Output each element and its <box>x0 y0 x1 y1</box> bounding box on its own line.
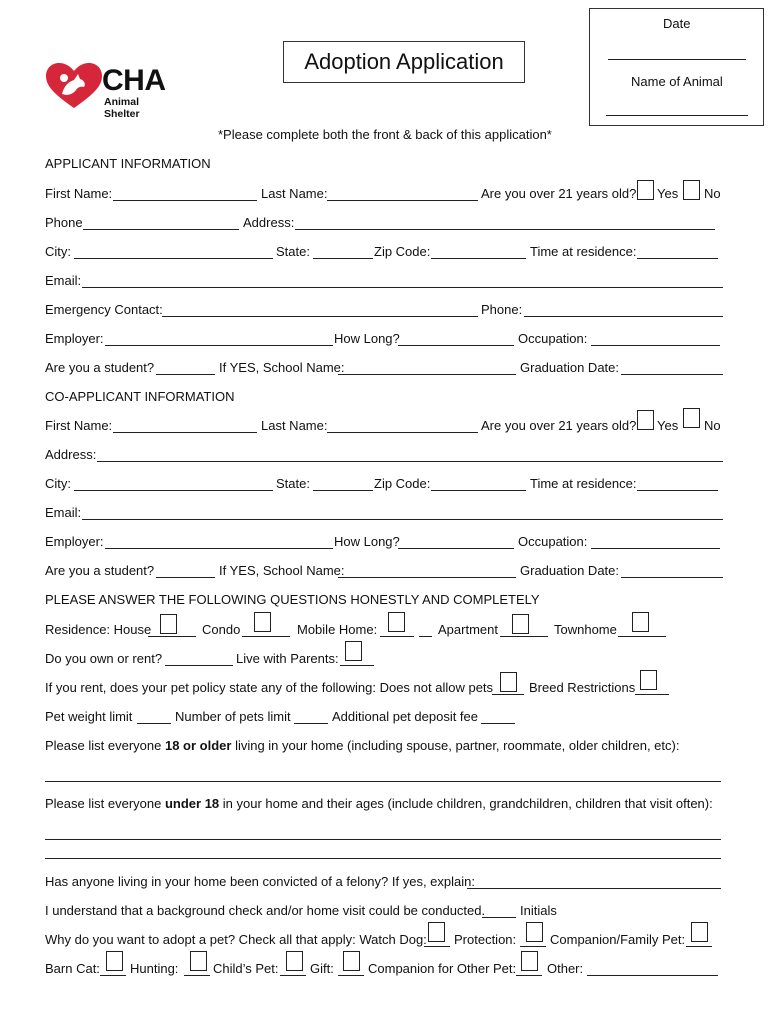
watch-dog-underline <box>424 946 450 947</box>
applicant-student-label: Are you a student? <box>45 360 155 375</box>
residence-condo-checkbox[interactable] <box>254 612 271 632</box>
deposit-label: Additional pet deposit fee <box>332 709 478 724</box>
gift-label: Gift: <box>310 961 334 976</box>
childs-pet-underline <box>280 975 306 976</box>
coapplicant-school-label: If YES, School Name: <box>219 563 345 578</box>
pet-policy-label: If you rent, does your pet policy state any of the following: Does not allow pets <box>45 680 494 695</box>
residence-mobile-underline <box>380 636 414 637</box>
background-check-label: I understand that a background check and/or home visit could be conducted. <box>45 903 486 918</box>
coapplicant-how-long-field[interactable] <box>398 548 514 549</box>
residence-condo-underline <box>242 636 290 637</box>
animal-name-label: Name of Animal <box>631 74 723 89</box>
applicant-grad-label: Graduation Date: <box>520 360 620 375</box>
instruction-text: *Please complete both the front & back of this application* <box>218 127 552 142</box>
under-18-text-b: under 18 <box>164 796 220 811</box>
applicant-address-label: Address: <box>243 215 295 230</box>
protection-label: Protection: <box>454 932 517 947</box>
initials-field[interactable] <box>482 917 516 918</box>
residence-house-checkbox[interactable] <box>160 614 177 634</box>
applicant-last-name-label: Last Name: <box>261 186 328 201</box>
no-pets-checkbox[interactable] <box>500 672 517 692</box>
applicant-zip-field[interactable] <box>431 258 526 259</box>
date-field[interactable] <box>608 59 746 60</box>
coapplicant-student-field[interactable] <box>156 577 215 578</box>
applicant-employer-field[interactable] <box>105 345 333 346</box>
applicant-time-residence-field[interactable] <box>637 258 718 259</box>
barn-cat-checkbox[interactable] <box>106 951 123 971</box>
coapplicant-student-label: Are you a student? <box>45 563 155 578</box>
applicant-address-field[interactable] <box>295 229 715 230</box>
residence-house-underline <box>148 636 196 637</box>
applicant-state-field[interactable] <box>313 258 373 259</box>
number-limit-label: Number of pets limit <box>175 709 291 724</box>
applicant-occupation-label: Occupation: <box>518 331 588 346</box>
list-18-plus-field[interactable] <box>45 781 721 782</box>
hunting-underline <box>184 975 210 976</box>
coapplicant-time-residence-field[interactable] <box>637 490 718 491</box>
weight-limit-field[interactable] <box>137 723 171 724</box>
coapplicant-zip-field[interactable] <box>431 490 526 491</box>
coapplicant-first-name-field[interactable] <box>113 432 257 433</box>
coapplicant-city-field[interactable] <box>74 490 273 491</box>
applicant-phone-field[interactable] <box>83 229 239 230</box>
applicant-no-label: No <box>704 186 721 201</box>
watch-dog-checkbox[interactable] <box>428 922 445 942</box>
coapplicant-grad-label: Graduation Date: <box>520 563 620 578</box>
coapplicant-first-name-label: First Name: <box>45 418 113 433</box>
applicant-grad-field[interactable] <box>621 374 723 375</box>
companion-other-underline <box>516 975 542 976</box>
coapplicant-address-label: Address: <box>45 447 97 462</box>
list-18-plus-text-a: Please list everyone <box>45 738 162 753</box>
coapplicant-address-field[interactable] <box>97 461 723 462</box>
date-label: Date <box>663 16 691 31</box>
coapplicant-last-name-label: Last Name: <box>261 418 328 433</box>
under-18-text-a: Please list everyone <box>45 796 162 811</box>
under-18-field-2[interactable] <box>45 858 721 859</box>
coapplicant-school-field[interactable] <box>338 577 516 578</box>
coapplicant-email-field[interactable] <box>82 519 723 520</box>
applicant-state-label: State: <box>276 244 310 259</box>
heart-logo-icon <box>44 62 104 112</box>
live-parents-label: Live with Parents: <box>236 651 339 666</box>
coapplicant-no-label: No <box>704 418 721 433</box>
own-rent-field[interactable] <box>165 665 233 666</box>
applicant-over21-yes-checkbox[interactable] <box>637 180 654 200</box>
applicant-first-name-field[interactable] <box>113 200 257 201</box>
applicant-how-long-label: How Long? <box>334 331 400 346</box>
emergency-contact-field[interactable] <box>162 316 478 317</box>
under-18-label <box>45 796 713 811</box>
coapplicant-over21-label: Are you over 21 years old? <box>481 418 637 433</box>
breed-restrictions-label: Breed Restrictions <box>529 680 636 695</box>
date-animal-box <box>589 8 764 126</box>
coapplicant-city-label: City: <box>45 476 71 491</box>
number-limit-field[interactable] <box>294 723 328 724</box>
under-18-field-1[interactable] <box>45 839 721 840</box>
emergency-contact-label: Emergency Contact: <box>45 302 163 317</box>
applicant-city-label: City: <box>45 244 71 259</box>
applicant-section-heading: APPLICANT INFORMATION <box>45 156 211 171</box>
companion-other-checkbox[interactable] <box>521 951 538 971</box>
logo-text: CHA <box>102 64 166 97</box>
list-18-plus-text-c: living in your home (including spouse, partner, roommate, older children, etc): <box>235 738 680 753</box>
coapplicant-email-label: Email: <box>45 505 82 520</box>
residence-apartment-underline <box>500 636 548 637</box>
companion-family-underline <box>686 946 712 947</box>
residence-apartment-label: Apartment <box>438 622 498 637</box>
coapplicant-employer-field[interactable] <box>105 548 333 549</box>
coapplicant-last-name-field[interactable] <box>327 432 478 433</box>
applicant-email-field[interactable] <box>82 287 723 288</box>
felony-field[interactable] <box>467 888 721 889</box>
live-parents-underline <box>340 665 374 666</box>
own-rent-label: Do you own or rent? <box>45 651 163 666</box>
residence-house-label: Residence: House <box>45 622 152 637</box>
applicant-school-label: If YES, School Name: <box>219 360 345 375</box>
residence-condo-label: Condo <box>202 622 241 637</box>
coapplicant-state-field[interactable] <box>313 490 373 491</box>
breed-restrictions-underline <box>635 694 669 695</box>
initials-label: Initials <box>520 903 557 918</box>
gift-underline <box>338 975 364 976</box>
applicant-over21-no-checkbox[interactable] <box>683 180 700 200</box>
coapplicant-over21-no-checkbox[interactable] <box>683 408 700 428</box>
childs-pet-label: Child’s Pet: <box>213 961 279 976</box>
coapplicant-occupation-label: Occupation: <box>518 534 588 549</box>
breed-restrictions-checkbox[interactable] <box>640 670 657 690</box>
coapplicant-section-heading: CO-APPLICANT INFORMATION <box>45 389 235 404</box>
coapplicant-yes-label: Yes <box>657 418 679 433</box>
applicant-phone-label: Phone <box>45 215 83 230</box>
coapplicant-zip-label: Zip Code: <box>374 476 431 491</box>
no-pets-underline <box>492 694 524 695</box>
felony-label: Has anyone living in your home been convicted of a felony? If yes, explain: <box>45 874 475 889</box>
coapplicant-grad-field[interactable] <box>621 577 723 578</box>
applicant-city-field[interactable] <box>74 258 273 259</box>
applicant-time-residence-label: Time at residence: <box>530 244 637 259</box>
applicant-last-name-field[interactable] <box>327 200 478 201</box>
other-field[interactable] <box>587 975 718 976</box>
companion-other-label: Companion for Other Pet: <box>368 961 517 976</box>
applicant-how-long-field[interactable] <box>398 345 514 346</box>
coapplicant-occupation-field[interactable] <box>591 548 720 549</box>
emergency-phone-label: Phone: <box>481 302 523 317</box>
residence-mobile-checkbox[interactable] <box>388 612 405 632</box>
applicant-employer-label: Employer: <box>45 331 104 346</box>
list-18-plus-text-b: 18 or older <box>164 738 232 753</box>
list-18-plus-label <box>45 738 679 753</box>
residence-apartment-checkbox[interactable] <box>512 614 529 634</box>
residence-townhome-underline <box>618 636 666 637</box>
coapplicant-how-long-label: How Long? <box>334 534 400 549</box>
applicant-student-field[interactable] <box>156 374 215 375</box>
applicant-school-field[interactable] <box>338 374 516 375</box>
protection-checkbox[interactable] <box>526 922 543 942</box>
barn-cat-label: Barn Cat: <box>45 961 100 976</box>
under-18-text-c: in your home and their ages (include children, grandchildren, children that visit often): <box>222 796 713 811</box>
coapplicant-employer-label: Employer: <box>45 534 104 549</box>
applicant-first-name-label: First Name: <box>45 186 113 201</box>
hunting-label: Hunting: <box>130 961 179 976</box>
animal-name-field[interactable] <box>606 115 748 116</box>
residence-townhome-label: Townhome <box>554 622 617 637</box>
protection-underline <box>520 946 546 947</box>
childs-pet-checkbox[interactable] <box>286 951 303 971</box>
residence-mobile-extra-underline <box>419 636 432 637</box>
coapplicant-state-label: State: <box>276 476 310 491</box>
applicant-yes-label: Yes <box>657 186 679 201</box>
applicant-zip-label: Zip Code: <box>374 244 431 259</box>
residence-mobile-label: Mobile Home: <box>297 622 378 637</box>
logo-subtext: Animal Shelter <box>104 96 140 120</box>
emergency-phone-field[interactable] <box>524 316 723 317</box>
companion-family-label: Companion/Family Pet: <box>550 932 686 947</box>
hunting-checkbox[interactable] <box>190 951 207 971</box>
barn-cat-underline <box>100 975 126 976</box>
coapplicant-time-residence-label: Time at residence: <box>530 476 637 491</box>
why-adopt-label: Why do you want to adopt a pet? Check all that apply: Watch Dog: <box>45 932 427 947</box>
applicant-email-label: Email: <box>45 273 82 288</box>
gift-checkbox[interactable] <box>343 951 360 971</box>
coapplicant-over21-yes-checkbox[interactable] <box>637 410 654 430</box>
cha-logo <box>44 62 166 120</box>
deposit-field[interactable] <box>481 723 515 724</box>
other-label: Other: <box>547 961 584 976</box>
applicant-occupation-field[interactable] <box>591 345 720 346</box>
live-parents-checkbox[interactable] <box>345 641 362 661</box>
page-title: Adoption Application <box>283 41 525 83</box>
weight-limit-label: Pet weight limit <box>45 709 133 724</box>
questions-section-heading: PLEASE ANSWER THE FOLLOWING QUESTIONS HONESTLY AND COMPLETELY <box>45 592 540 607</box>
applicant-over21-label: Are you over 21 years old? <box>481 186 637 201</box>
companion-family-checkbox[interactable] <box>691 922 708 942</box>
residence-townhome-checkbox[interactable] <box>632 612 649 632</box>
